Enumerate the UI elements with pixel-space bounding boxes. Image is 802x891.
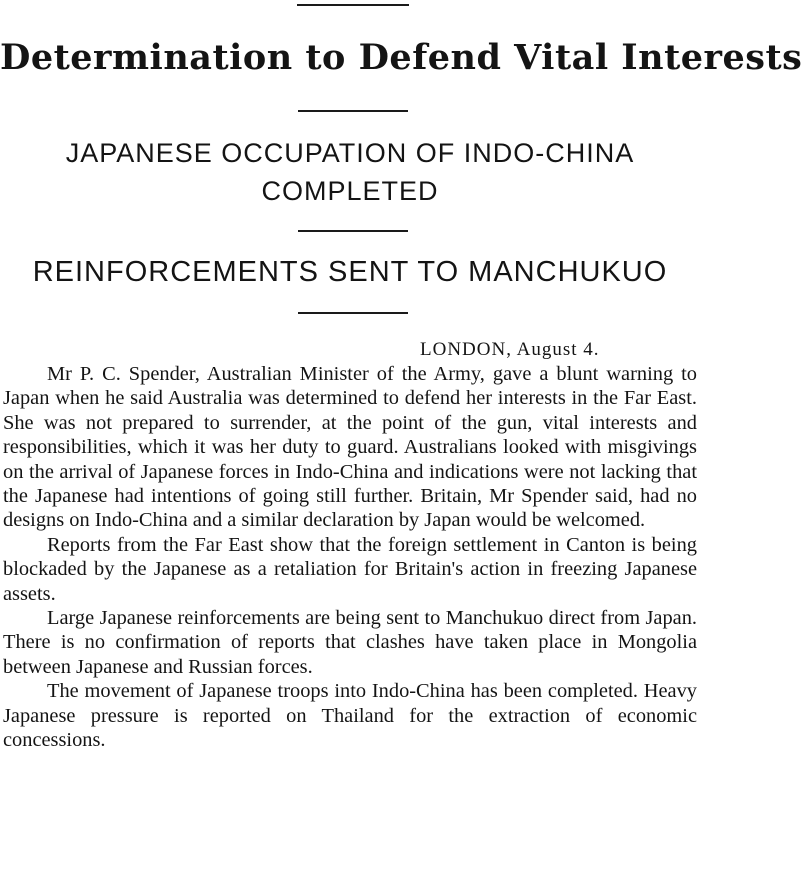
subheadline-indo-china: JAPANESE OCCUPATION OF INDO-CHINA COMPLETED — [65, 138, 635, 206]
subheadline-manchukuo: REINFORCEMENTS SENT TO MANCHUKUO — [32, 256, 668, 288]
article-body — [3, 362, 697, 753]
headline-divider-3 — [298, 312, 408, 314]
headline-divider-1 — [298, 110, 408, 112]
paragraph-canton-blockade: Reports from the Far East show that the foreign settlement in Canton is being blockaded by the Japanese as a retaliation for Britain's action in freezing Japanese assets. — [3, 533, 697, 605]
headline-divider-2 — [298, 230, 408, 232]
top-rule — [297, 4, 409, 6]
dateline: LONDON, August 4. — [420, 339, 600, 360]
paragraph-indo-china-movement: The movement of Japanese troops into Indo-China has been completed. Heavy Japanese pressure is reported on Thailand for the extraction of economic concessions. — [3, 680, 697, 752]
paragraph-spender-warning: Mr P. C. Spender, Australian Minister of the Army, gave a blunt warning to Japan when he said Australia was determined to defend her interests in the Far East. She was not prepared to surrender, at the point of the gun, vital interests and responsibilities, which it was her duty to guard. Australians looked with misgivings on the arrival of Japanese forces in Indo-China and indications were not lacking that the Japanese had intentions of going still further. Britain, Mr Spender said, had no designs on Indo-China and a similar declaration by Japan would be welcomed. — [3, 363, 697, 532]
main-headline: Determination to Defend Vital Interests — [0, 37, 802, 78]
paragraph-manchukuo-reinforcements: Large Japanese reinforcements are being sent to Manchukuo direct from Japan. There is no confirmation of reports that clashes have taken place in Mongolia between Japanese and Russian forces. — [3, 607, 697, 678]
